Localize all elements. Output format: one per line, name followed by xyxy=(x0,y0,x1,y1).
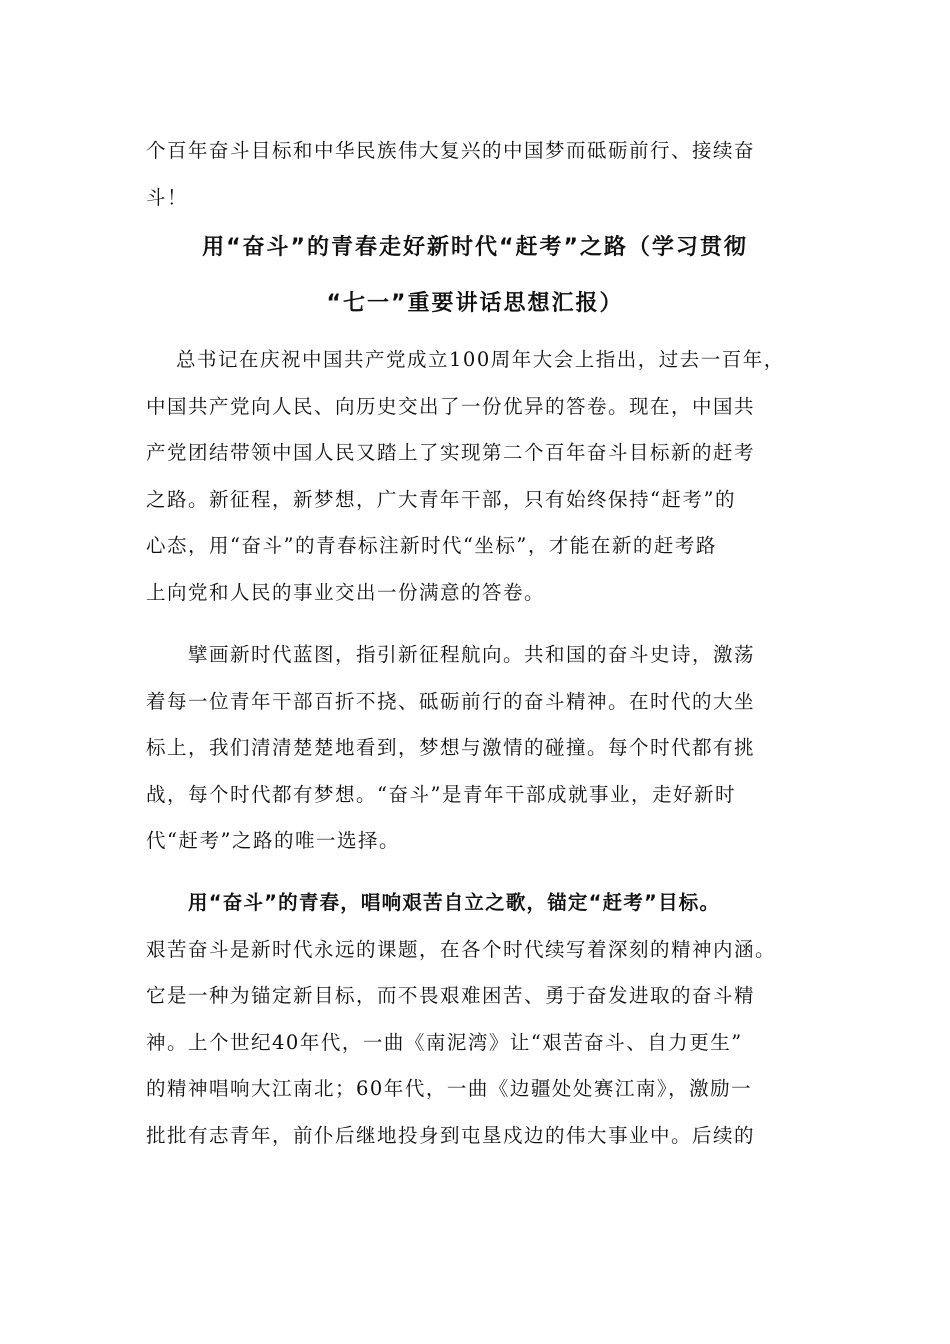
paragraph-3 xyxy=(146,880,812,1159)
text-line: 艰苦奋斗是新时代永远的课题，在各个时代续写着深刻的精神内涵。 xyxy=(146,937,777,961)
text-line: 神。上个世纪40年代，一曲《南泥湾》让“艰苦奋斗、自力更生” xyxy=(146,1030,743,1054)
text-line: 批批有志青年，前仆后继地投身到屯垦戍边的伟大事业中。后续的 xyxy=(146,1123,756,1147)
text-line: 个百年奋斗目标和中华民族伟大复兴的中国梦而砥砺前行、接续奋 xyxy=(146,139,756,162)
text-line: 产党团结带领中国人民又踏上了实现第二个百年奋斗目标新的赶考 xyxy=(146,441,756,464)
text-line: 上向党和人民的事业交出一份满意的答卷。 xyxy=(146,580,546,604)
text-line: 战，每个时代都有梦想。“奋斗”是青年干部成就事业，走好新时 xyxy=(146,782,736,806)
text-line: 着每一位青年干部百折不挠、砥砺前行的奋斗精神。在时代的大坐 xyxy=(146,689,756,713)
text-line: 它是一种为锚定新目标，而不畏艰难困苦、勇于奋发进取的奋斗精 xyxy=(146,984,756,1007)
document-title-line-1: 用“奋斗”的青春走好新时代“赶考”之路（学习贯彻 xyxy=(202,235,748,260)
text-line: 代“赶考”之路的唯一选择。 xyxy=(146,829,400,852)
paragraph-1 xyxy=(146,337,812,616)
text-line: 的精神唱响大江南北；60年代，一曲《边疆处处赛江南》，激励一 xyxy=(146,1077,753,1100)
text-line: 心态，用“奋斗”的青春标注新时代“坐标”，才能在新的赶考路 xyxy=(146,534,717,557)
document-title-line-2: “七一”重要讲话思想汇报） xyxy=(326,291,624,316)
section-heading: 用“奋斗”的青春，唱响艰苦自立之歌，锚定“赶考”目标。 xyxy=(188,891,721,914)
paragraph-2 xyxy=(146,632,812,865)
text-line: 标上，我们清清楚楚地看到，梦想与激情的碰撞。每个时代都有挑 xyxy=(146,736,756,759)
text-line: 斗！ xyxy=(146,185,189,209)
text-line: 中国共产党向人民、向历史交出了一份优异的答卷。现在，中国共 xyxy=(146,394,756,418)
intro-paragraph xyxy=(146,128,812,221)
text-line: 总书记在庆祝中国共产党成立100周年大会上指出，过去一百年， xyxy=(176,348,785,371)
text-line: 之路。新征程，新梦想，广大青年干部，只有始终保持“赶考”的 xyxy=(146,487,736,511)
text-line: 擘画新时代蓝图，指引新征程航向。共和国的奋斗史诗，激荡 xyxy=(188,643,756,666)
